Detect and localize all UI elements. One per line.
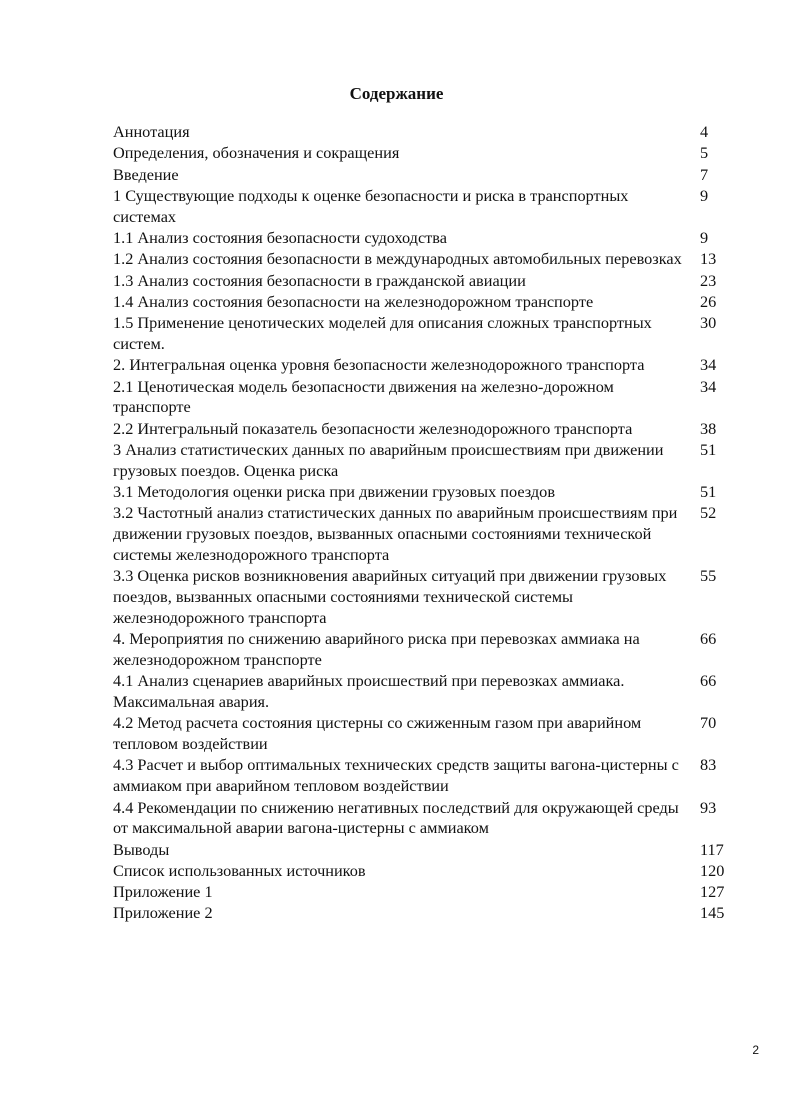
toc-entry-page: 145 (700, 903, 725, 923)
toc-entry-page: 70 (700, 713, 717, 733)
toc-entry-page: 23 (700, 270, 717, 290)
toc-entry (113, 671, 753, 713)
toc-entry (113, 903, 753, 924)
toc-entry-title: 2.2 Интегральный показатель безопасности железнодорожного транспорта (113, 418, 633, 438)
toc-entry (113, 228, 753, 249)
toc-entry-page: 38 (700, 418, 717, 438)
toc-entry-page: 127 (700, 882, 725, 902)
toc-entry-title: 1.4 Анализ состояния безопасности на железнодорожном транспорте (113, 291, 594, 311)
toc-entry-title: 4.2 Метод расчета состояния цистерны со сжиженным газом при аварийном тепловом воздействии (113, 713, 642, 754)
toc-entry-page: 55 (700, 566, 717, 586)
toc-entry-title: Аннотация (113, 122, 190, 141)
toc-entry-title: 4.4 Рекомендации по снижению негативных последствий для окружающей среды от максимальной аварии вагона-цистерны с аммиаком (113, 797, 679, 838)
toc-entry (113, 271, 753, 292)
toc-entry-title: 1.3 Анализ состояния безопасности в гражданской авиации (113, 270, 526, 290)
toc-entry-title: 2.1 Ценотическая модель безопасности движения на железно-дорожном транспорте (113, 376, 614, 417)
toc-entry-page: 34 (700, 376, 717, 396)
toc-entry-page: 7 (700, 164, 709, 184)
toc-entry-page: 66 (700, 629, 717, 649)
toc-entry-title: 1.1 Анализ состояния безопасности судоходства (113, 227, 447, 247)
toc-entry-page: 117 (700, 839, 724, 859)
page-number: 2 (752, 1043, 759, 1057)
toc-entry-page: 51 (700, 482, 717, 502)
toc-entry (113, 440, 753, 482)
toc-entry-title: Приложение 1 (113, 882, 213, 902)
toc-entry (113, 798, 753, 840)
toc-entry-page: 120 (700, 860, 725, 880)
toc-entry (113, 249, 753, 270)
toc-entry-title: Список использованных источников (113, 860, 366, 880)
toc-entry-page: 51 (700, 439, 717, 459)
toc-entry-title: Введение (113, 164, 179, 184)
toc-entry (113, 713, 753, 755)
toc-entry-page: 9 (700, 227, 709, 247)
toc-entry-title: 4.3 Расчет и выбор оптимальных технических средств защиты вагона-цистерны с аммиаком при аварийном тепловом воздействии (113, 755, 679, 796)
toc-entry (113, 861, 753, 882)
toc-entry-title: 2. Интегральная оценка уровня безопасности железнодорожного транспорта (113, 355, 645, 375)
toc-entry (113, 503, 753, 565)
toc-entry-title: 4.1 Анализ сценариев аварийных происшествий при перевозках аммиака. Максимальная авария. (113, 671, 625, 712)
toc-entry-page: 26 (700, 291, 717, 311)
toc-entry (113, 755, 753, 797)
toc-entry (113, 122, 753, 143)
toc-entry-title: Выводы (113, 839, 170, 859)
toc-entry-page: 4 (700, 122, 709, 141)
toc-entry (113, 186, 753, 228)
toc-entry-page: 83 (700, 755, 717, 775)
toc-entry-title: Определения, обозначения и сокращения (113, 143, 400, 163)
toc-entry-title: 4. Мероприятия по снижению аварийного риска при перевозках аммиака на железнодорожном транспорте (113, 629, 640, 669)
toc-entry (113, 419, 753, 440)
toc-entry-page: 5 (700, 143, 709, 163)
toc-entry (113, 482, 753, 503)
toc-entry (113, 165, 753, 186)
toc-entry (113, 566, 753, 628)
toc-entry-page: 93 (700, 797, 717, 817)
toc-entry-title: 3.2 Частотный анализ статистических данных по аварийным происшествиям при движении грузовых поездов, вызванных опасными состояниями технической системы железнодорожного транспорта (113, 503, 678, 564)
toc-entry-page: 9 (700, 185, 709, 205)
toc-entry (113, 292, 753, 313)
toc-entry-page: 52 (700, 503, 717, 523)
toc-entry (113, 143, 753, 164)
toc-entry (113, 882, 753, 903)
toc-entry-page: 66 (700, 671, 717, 691)
toc-entry (113, 355, 753, 376)
toc-entry-title: 3 Анализ статистических данных по аварийным происшествиям при движении грузовых поездов. Оценка риска (113, 439, 664, 480)
toc-entry-title: 1.2 Анализ состояния безопасности в международных автомобильных перевозках (113, 249, 682, 269)
toc-entry (113, 629, 753, 671)
table-of-contents (113, 122, 753, 925)
toc-entry-page: 13 (700, 249, 717, 269)
toc-entry (113, 840, 753, 861)
toc-entry-page: 30 (700, 313, 717, 333)
toc-entry-title: 3.3 Оценка рисков возникновения аварийных ситуаций при движении грузовых поездов, вызванных опасными состояниями технической системы железнодорожного транспорта (113, 566, 667, 627)
toc-entry (113, 377, 753, 419)
toc-entry-title: Приложение 2 (113, 903, 213, 923)
toc-entry-page: 34 (700, 355, 717, 375)
toc-entry-title: 1 Существующие подходы к оценке безопасности и риска в транспортных системах (113, 185, 629, 226)
page-title: Содержание (349, 84, 444, 103)
toc-entry (113, 313, 753, 355)
toc-entry-title: 1.5 Применение ценотических моделей для описания сложных транспортных систем. (113, 313, 652, 353)
toc-entry-title: 3.1 Методология оценки риска при движении грузовых поездов (113, 482, 556, 502)
